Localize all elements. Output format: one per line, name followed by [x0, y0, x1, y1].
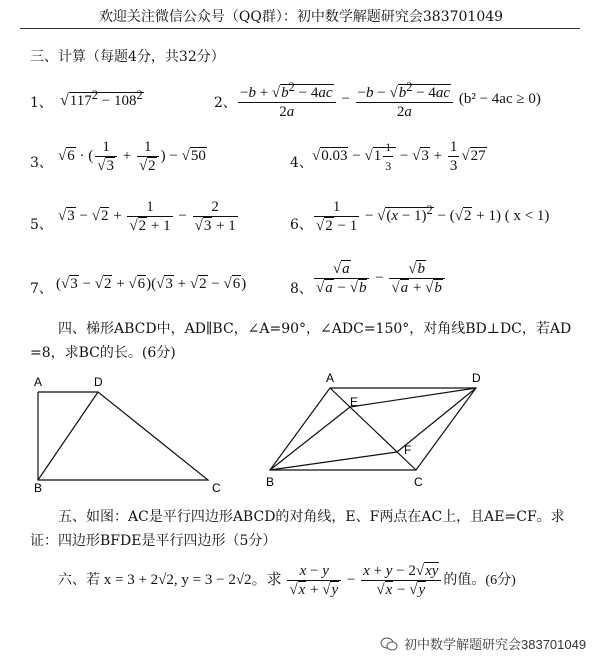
problem6-condition: ( x < 1)	[504, 207, 550, 224]
problem4-label: 4、	[290, 155, 313, 171]
page-header: 欢迎关注微信公众号（QQ群）：初中数学解题研究会383701049	[98, 9, 504, 25]
problem6-expr: $\frac{1}{√2 - 1}$ − $√(x - 1)^2 - (√2 + 1)$ ( x < 1)	[316, 199, 550, 234]
problem5-expr: √3 − √2 + $\frac{1}{√2 + 1}$ − $\frac{2}{√3 + 1}$	[58, 199, 236, 234]
section6-suffix: 的值。(6分)	[443, 572, 516, 588]
fig2-label-b: B	[266, 475, 275, 489]
header-rule	[20, 28, 580, 29]
section6-ask: 。求	[251, 571, 282, 588]
fig1-label-d: D	[94, 375, 103, 389]
fig2-label-a: A	[326, 371, 335, 385]
fig2-label-c: C	[414, 475, 423, 489]
fig2-label-f: F	[404, 443, 412, 457]
section4-line2: =8，求BC的长。(6分)	[30, 345, 176, 361]
y-value: y = 3 − 2√2	[181, 571, 252, 588]
problem3-expr: √6 · ( $\frac{1}{√3}$ + $\frac{1}{√2}$ ) − √50	[58, 139, 206, 174]
fig2-label-e: E	[350, 395, 359, 409]
problem2-condition: (b² − 4ac ≥ 0)	[458, 90, 541, 107]
section3-title: 三、计算（每题4分，共32分）	[30, 49, 225, 65]
section5-line2: 证：四边形BFDE是平行四边形（5分）	[30, 533, 277, 549]
section4-line1: 四、梯形ABCD中，AD∥BC，∠A=90°，∠ADC=150°，对角线BD⊥DC，若AD	[58, 321, 572, 337]
section5-line1: 五、如图：AC是平行四边形ABCD的对角线，E、F两点在AC上，且AE=CF。求	[58, 509, 565, 525]
fig1-label-a: A	[34, 375, 43, 389]
diagonal-ac	[330, 388, 416, 470]
problem2-expr: $\frac{-b + √b^2 - 4ac}{2a}$ − $\frac{-b - √b^2 - 4ac}{2a}$ (b² − 4ac ≥ 0)	[240, 80, 541, 120]
wechat-icon	[380, 636, 398, 652]
trapezoid-outline	[38, 392, 208, 480]
fig2-label-d: D	[472, 371, 481, 385]
problem5-label: 5、	[30, 217, 53, 233]
section6-line: 六、若 x = 3 + 2√2, y = 3 − 2√2。求 $\frac{x - y}{√x + √y}$ − $\frac{x + y - 2√xy}{√x - √y}$ 的值。(6分)	[58, 563, 516, 598]
parallelogram-figure	[270, 388, 476, 470]
watermark-text: 初中数学解题研究会383701049	[404, 637, 587, 652]
segment-ed	[350, 388, 476, 407]
x-value: x = 3 + 2√2	[103, 571, 174, 588]
trapezoid-figure	[38, 392, 208, 480]
problem3-label: 3、	[30, 155, 53, 171]
diagonal-bd	[38, 392, 98, 480]
problem6-label: 6、	[290, 217, 313, 233]
figures	[0, 360, 602, 500]
problem1-expr: $√117^2 - 108^2$	[60, 88, 143, 109]
fig1-label-c: C	[212, 481, 221, 495]
problem7-expr: (√3 − √2 + √6)(√3 + √2 − √6)	[56, 276, 247, 292]
watermark	[380, 634, 586, 653]
problem8-expr: $\frac{√a}{√a - √b}$ − $\frac{√b}{√a + √b}$	[312, 260, 447, 297]
problem2-label: 2、	[214, 95, 237, 111]
problem1-label: 1、	[30, 95, 53, 111]
problem7-label: 7、	[30, 281, 53, 297]
problem4-expr: √0.03 − √1 $\frac{1}{3}$ − √3 + $\frac{1}{3}$ √27	[312, 139, 486, 174]
problem8-label: 8、	[290, 281, 313, 297]
fig1-label-b: B	[34, 481, 43, 495]
section6-prefix: 六、若	[58, 572, 100, 588]
